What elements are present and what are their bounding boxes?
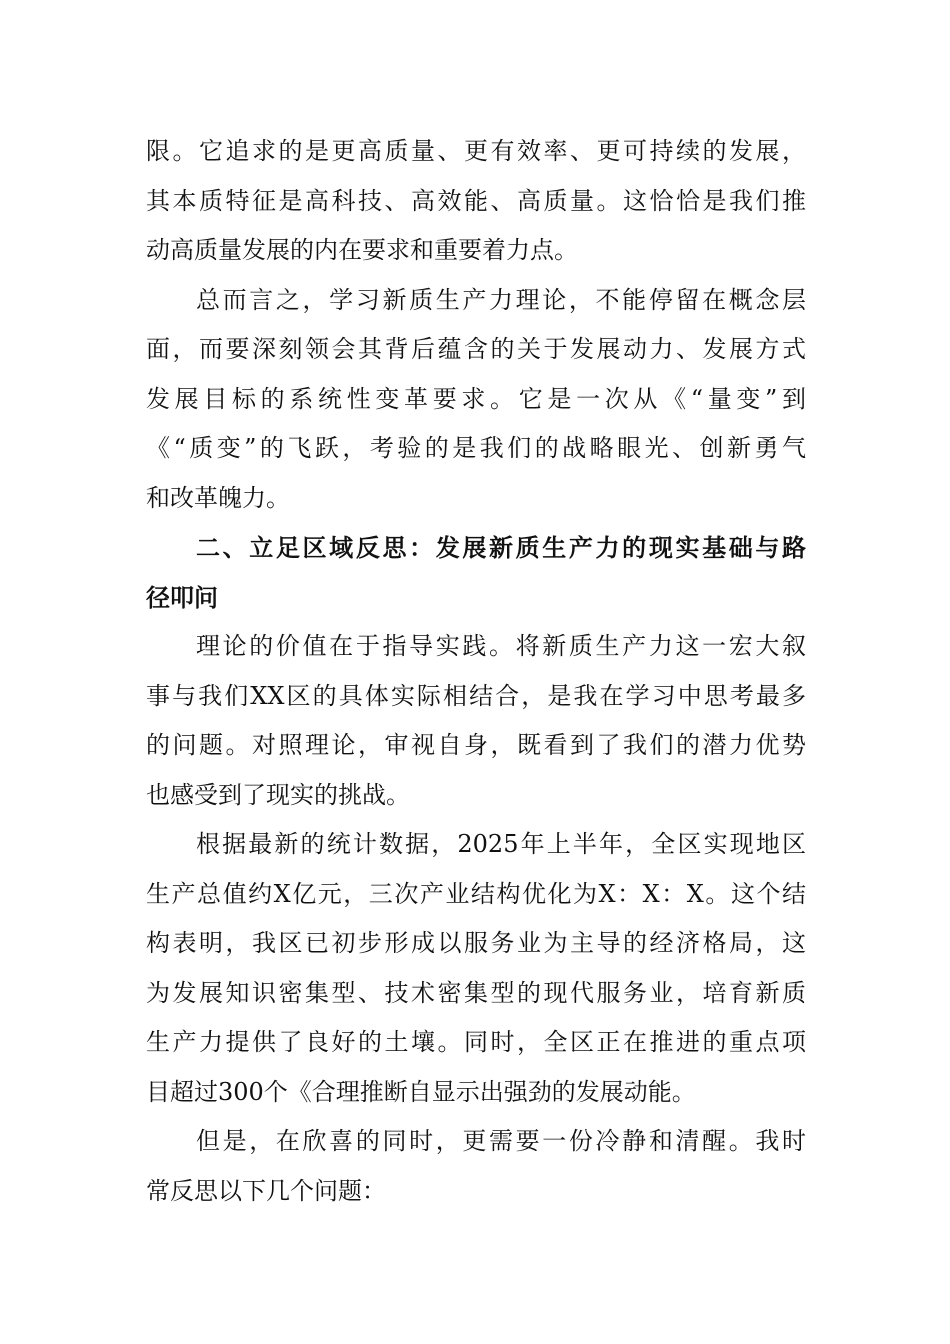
text-line: 事与我们XX区的具体实际相结合，是我在学习中思考最多 — [146, 681, 806, 710]
text-line: 限。它追求的是更高质量、更有效率、更可持续的发展， — [146, 137, 806, 165]
text-line: 的问题。对照理论，审视自身，既看到了我们的潜力优势 — [146, 731, 806, 759]
text-line: 和改革魄力。 — [146, 483, 290, 512]
section-heading — [146, 523, 806, 622]
text-line: 《“质变”的飞跃，考验的是我们的战略眼光、创新勇气 — [146, 434, 806, 462]
text-line: 常反思以下几个问题： — [146, 1176, 386, 1205]
text-line: 径叩问 — [146, 582, 218, 612]
text-line: 但是，在欣喜的同时，更需要一份冷静和清醒。我时 — [196, 1127, 806, 1155]
text-line: 为发展知识密集型、技术密集型的现代服务业，培育新质 — [146, 978, 806, 1007]
body-paragraph — [146, 622, 806, 820]
text-line: 发展目标的系统性变革要求。它是一次从《“量变”到 — [146, 384, 806, 413]
text-line: 总而言之，学习新质生产力理论，不能停留在概念层 — [196, 285, 806, 314]
document-body — [146, 127, 806, 1216]
text-line: 动高质量发展的内在要求和重要着力点。 — [146, 236, 578, 264]
text-line: 目超过300个《合理推断自显示出强劲的发展动能。 — [146, 1077, 696, 1106]
body-paragraph — [146, 127, 806, 276]
text-line: 二、立足区域反思：发展新质生产力的现实基础与路 — [196, 533, 806, 562]
text-line: 根据最新的统计数据，2025年上半年，全区实现地区 — [196, 830, 806, 858]
body-paragraph — [146, 820, 806, 1117]
text-line: 构表明，我区已初步形成以服务业为主导的经济格局，这 — [146, 929, 806, 957]
text-line: 生产力提供了良好的土壤。同时，全区正在推进的重点项 — [146, 1028, 806, 1056]
text-line: 面，而要深刻领会其背后蕴含的关于发展动力、发展方式 — [146, 335, 806, 363]
body-paragraph — [146, 1117, 806, 1216]
text-line: 也感受到了现实的挑战。 — [146, 780, 410, 809]
text-line: 生产总值约X亿元，三次产业结构优化为X：X：X。这个结 — [146, 879, 806, 908]
body-paragraph — [146, 276, 806, 524]
text-line: 理论的价值在于指导实践。将新质生产力这一宏大叙 — [196, 632, 806, 660]
text-line: 其本质特征是高科技、高效能、高质量。这恰恰是我们推 — [146, 186, 806, 215]
